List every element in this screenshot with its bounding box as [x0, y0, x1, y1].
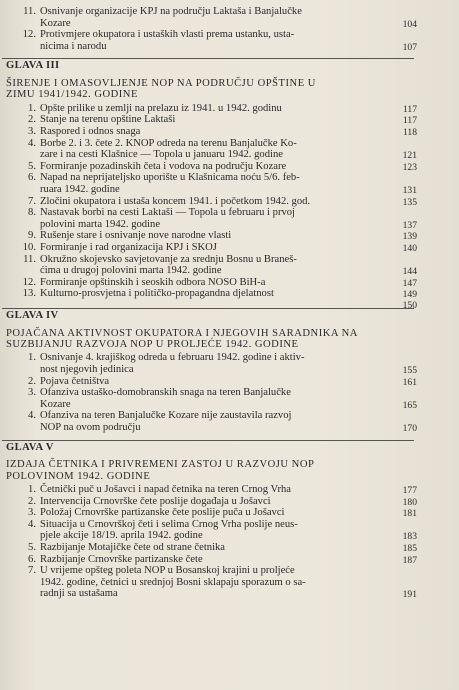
toc-entry [0, 242, 459, 254]
page-number: 161 [402, 376, 417, 388]
toc-entry [0, 542, 459, 554]
toc-entry [0, 138, 459, 161]
entry-number: 4. [28, 518, 36, 530]
page-number: 123 [402, 161, 417, 173]
entry-number: 12. [22, 276, 36, 288]
entry-number: 2. [28, 495, 36, 507]
chapter-rule [2, 58, 414, 59]
entry-title-line: U vrijeme opšteg poleta NOP u Bosanskoj krajini u proljeće [40, 565, 295, 577]
entry-title-line: Osnivanje 4. krajiškog odreda u februaru 1942. godine i aktiv- [40, 352, 305, 364]
entry-title-line: Rušenje stare i osnivanje nove narodne vlasti [40, 230, 232, 242]
entry-title-line: Borbe 2. i 3. čete 2. KNOP odreda na terenu Banjalučke Ko- [40, 137, 297, 149]
entry-number: 11. [23, 253, 36, 265]
page-number: 135 [402, 196, 417, 208]
entry-title-line: Formiranje opštinskih i seoskih odbora NOSO BiH-a [40, 276, 266, 288]
entry-title-line: Nastavak borbi na cesti Laktaši — Topola u februaru i prvoj [40, 207, 296, 219]
entry-title-line: Kozare [40, 398, 71, 410]
toc-entry [0, 288, 459, 300]
entry-number: 5. [28, 542, 36, 553]
entry-title-line: Napad na neprijateljsko uporište u Klašnicama noću 5/6. feb- [40, 172, 300, 184]
entry-number: 6. [28, 553, 36, 565]
entry-title-line: Ofanziva ustaško-domobranskih snaga na teren Banjalučke [40, 387, 291, 399]
entry-title-line: Protivmjere okupatora i ustaških vlasti prema ustanku, usta- [40, 29, 295, 41]
entry-title-line: Razbijanje Crnovrške partizanske čete [40, 553, 203, 565]
page-number: 121 [402, 150, 417, 162]
entry-title-line: Položaj Crnovrške partizanske čete poslije puča u Jošavci [40, 507, 285, 519]
chapter-title-line: ZIMU 1941/1942. GODINE [6, 89, 138, 101]
toc-entry [0, 207, 459, 230]
toc-entry [0, 352, 459, 375]
chapter-title-line: POJAČANA AKTIVNOST OKUPATORA I NJEGOVIH SARADNIKA NA [6, 327, 358, 339]
page-number: 149 [402, 289, 417, 301]
entry-title-line: Kozare [40, 17, 71, 29]
page-number: 144 [402, 266, 417, 278]
entry-title-line: NOP na ovom području [40, 421, 141, 433]
entry-number: 5. [28, 160, 36, 172]
entry-title-line: Okružno skojevsko savjetovanje za srednju Bosnu u Braneš- [40, 253, 297, 265]
toc-entry [0, 484, 459, 496]
entry-title-line: Intervencija Crnovrške čete poslije događaja u Jošavci [40, 495, 271, 507]
page-number: 107 [402, 41, 417, 53]
page-number: 117 [402, 103, 417, 115]
toc-entry [0, 29, 459, 52]
entry-title-line: Situacija u Crnovrškoj četi i selima Crnog Vrha poslije neus- [40, 518, 298, 530]
entry-title-line: Formiranje i rad organizacija KPJ i SKOJ [40, 242, 217, 253]
entry-number: 6. [28, 172, 36, 184]
chapter-title-line: SUZBIJANJU RAZVOJA NOP U PROLJEĆE 1942. GODINE [6, 339, 299, 350]
toc-entry [0, 114, 459, 126]
page-number: 180 [402, 496, 417, 508]
page-number: 104 [402, 18, 417, 30]
entry-number: 10. [22, 242, 36, 253]
page-number: 187 [402, 554, 417, 566]
entry-title-line: Četnički puč u Jošavci i napad četnika na teren Crnog Vrha [40, 484, 291, 495]
entry-title-line: Zločini okupatora i ustaša koncem 1941. i početkom 1942. god. [40, 195, 311, 207]
toc-entry [0, 410, 459, 433]
entry-title-line: ruara 1942. godine [40, 183, 120, 195]
chapter-label: GLAVA IV [6, 310, 59, 321]
page-number: 117 [402, 115, 417, 127]
toc-entry [0, 254, 459, 277]
toc-entry [0, 387, 459, 410]
entry-title-line: Osnivanje organizacije KPJ na području Laktaša i Banjalučke [40, 6, 302, 17]
page-number: 181 [402, 508, 417, 520]
chapter-label: GLAVA III [6, 60, 60, 72]
entry-number: 3. [28, 126, 36, 137]
page-number: 155 [402, 364, 417, 376]
chapter-title-line: POLOVINOM 1942. GODINE [6, 470, 151, 482]
toc-entry [0, 277, 459, 289]
entry-number: 11. [23, 6, 36, 17]
entry-number: 1. [28, 352, 36, 364]
entry-title-line: nicima i narodu [40, 40, 107, 52]
entry-title-line: Razbijanje Motajičke čete od strane četnika [40, 542, 226, 553]
page-number: 131 [402, 184, 417, 196]
entry-title-line: zare i na cesti Klašnice — Topola u januaru 1942. godine [40, 149, 283, 161]
toc-entry [0, 126, 459, 138]
entry-number: 4. [28, 137, 36, 149]
toc-entry [0, 496, 459, 508]
entry-number: 13. [22, 288, 36, 300]
entry-title-line: 1942. godine, četnici u srednjoj Bosni sklapaju sporazum o sa- [40, 576, 306, 588]
chapter-rule [2, 440, 414, 441]
toc-entry [0, 6, 459, 29]
toc-entry [0, 565, 459, 600]
entry-title-line: nost njegovih jedinica [40, 363, 134, 375]
toc-entry [0, 376, 459, 388]
page-number: 183 [402, 531, 417, 543]
entry-number: 3. [28, 387, 36, 399]
entry-title-line: Raspored i odnos snaga [40, 126, 141, 137]
toc-entry [0, 230, 459, 242]
entry-number: 7. [28, 195, 36, 207]
page-number: 177 [402, 485, 417, 496]
page-number: 170 [402, 422, 417, 434]
page-number: 150 [402, 300, 417, 311]
entry-title-line: ćima u drugoj polovini marta 1942. godine [40, 265, 222, 277]
entry-number: 1. [28, 102, 36, 114]
toc-entry [0, 519, 459, 542]
entry-number: 9. [28, 230, 36, 242]
page-number: 165 [402, 399, 417, 411]
page-number: 118 [402, 127, 417, 138]
page-number: 147 [402, 277, 417, 289]
page-number: 137 [402, 219, 417, 231]
entry-title-line: Kulturno-prosvjetna i političko-propagandna djelatnost [40, 288, 274, 300]
entry-number: 1. [28, 484, 36, 495]
toc-entry [0, 172, 459, 195]
entry-number: 12. [22, 29, 36, 41]
entry-number: 4. [28, 410, 36, 422]
toc-entry [0, 554, 459, 566]
toc-entry [0, 196, 459, 208]
entry-title-line: Ofanziva na teren Banjalučke Kozare nije zaustavila razvoj [40, 410, 292, 422]
chapter-title-line: ŠIRENJE I OMASOVLJENJE NOP NA PODRUČJU OPŠTINE U [6, 78, 316, 89]
entry-number: 2. [28, 114, 36, 126]
entry-number: 3. [28, 507, 36, 519]
entry-number: 2. [28, 375, 36, 387]
page-number: 140 [402, 243, 417, 254]
chapter-title-line: IZDAJA ČETNIKA I PRIVREMENI ZASTOJ U RAZVOJU NOP [6, 459, 315, 471]
page-number: 185 [402, 543, 417, 554]
entry-title-line: pjele akcije 18/19. aprila 1942. godine [40, 530, 203, 542]
toc-entry [0, 103, 459, 115]
toc-entry [0, 161, 459, 173]
chapter-rule [2, 308, 414, 309]
page-number: 191 [402, 589, 417, 601]
entry-title-line: Stanje na terenu opštine Laktaši [40, 114, 176, 126]
entry-title-line: Formiranje pozadinskih četa i vodova na području Kozare [40, 160, 287, 172]
chapter-label: GLAVA V [6, 441, 54, 453]
entry-title-line: Opšte prilike u zemlji na prelazu iz 1941. u 1942. godinu [40, 102, 282, 114]
toc-entry [0, 507, 459, 519]
page-number: 139 [402, 231, 417, 243]
entry-title-line: Pojava četništva [40, 375, 110, 387]
entry-title-line: radnji sa ustašama [40, 588, 118, 600]
entry-number: 8. [28, 207, 36, 219]
entry-title-line: polovini marta 1942. godine [40, 218, 161, 230]
entry-number: 7. [28, 565, 36, 577]
